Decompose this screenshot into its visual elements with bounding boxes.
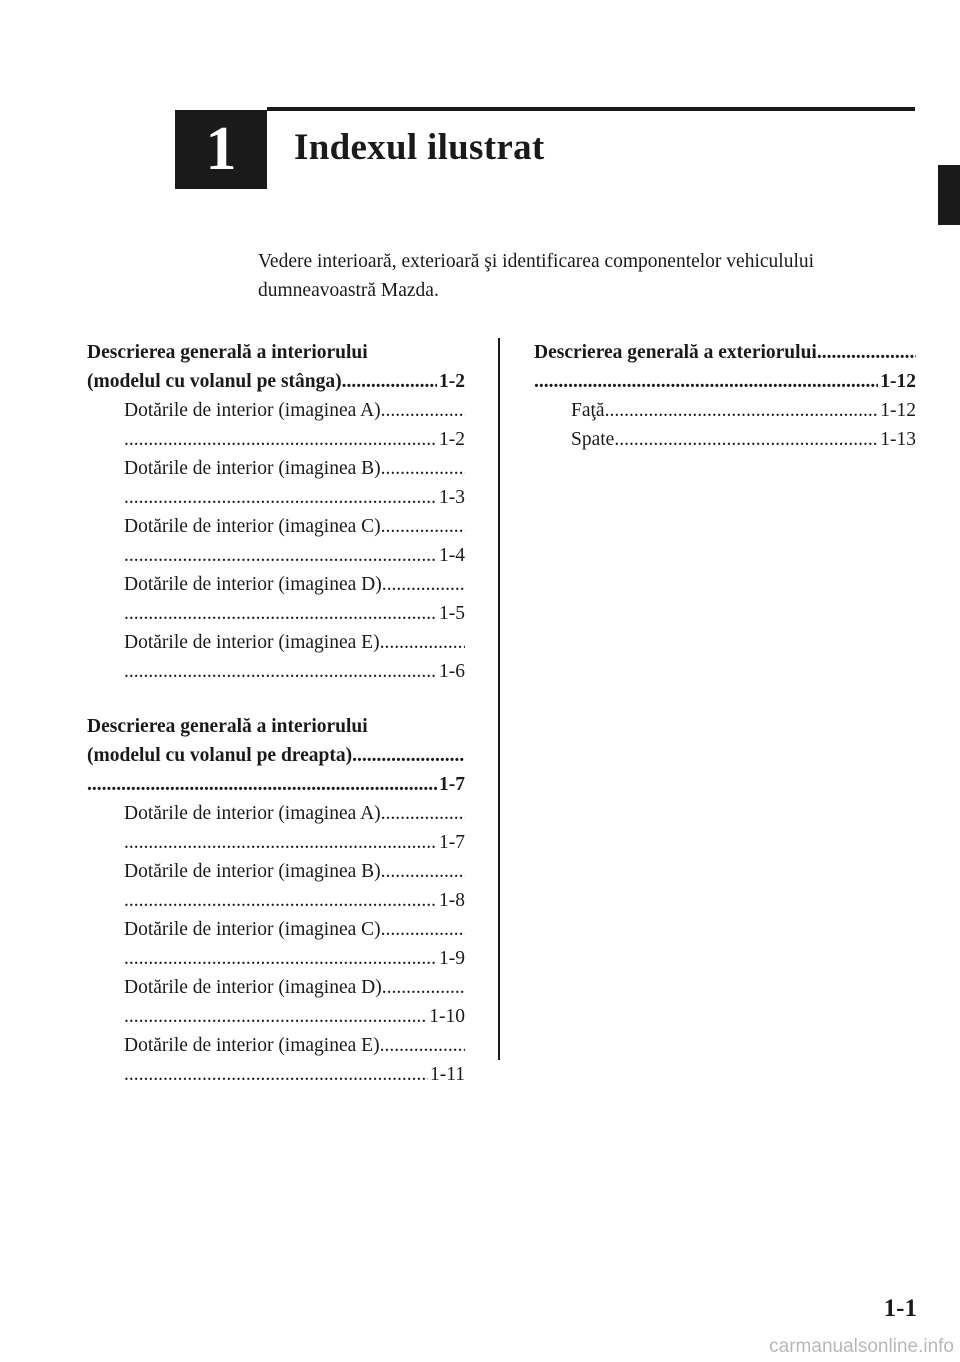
toc-item[interactable]: Dotările de interior (imaginea E) ..... — [87, 1031, 465, 1060]
toc-heading-exterior[interactable]: Descrierea generală a exteriorului ..... — [534, 338, 916, 367]
toc-item[interactable]: Dotările de interior (imaginea E) ..... — [87, 628, 465, 657]
toc-item-page[interactable]: ..... 1-10 — [87, 1002, 465, 1031]
toc-item-page[interactable]: ..... 1-6 — [87, 657, 465, 686]
section-gap — [87, 686, 465, 712]
toc-item[interactable]: Dotările de interior (imaginea B) ..... — [87, 454, 465, 483]
toc-item-page[interactable]: ..... 1-8 — [87, 886, 465, 915]
toc-item-page[interactable]: ..... 1-5 — [87, 599, 465, 628]
watermark: carmanualsonline.info — [769, 1336, 954, 1357]
toc-item[interactable]: Dotările de interior (imaginea A) ..... — [87, 396, 465, 425]
page-number: 1-1 — [883, 1295, 917, 1322]
toc-left-column — [87, 338, 465, 1089]
toc-item-page[interactable]: ..... 1-2 — [87, 425, 465, 454]
toc-item-page[interactable]: ..... 1-4 — [87, 541, 465, 570]
toc-item[interactable]: Dotările de interior (imaginea C) ..... — [87, 915, 465, 944]
toc-item-page[interactable]: ..... 1-3 — [87, 483, 465, 512]
toc-item-page[interactable]: ..... 1-11 — [87, 1060, 465, 1089]
toc-heading-rhd[interactable]: Descrierea generală a interiorului — [87, 716, 368, 737]
toc-item[interactable]: Dotările de interior (imaginea B) ..... — [87, 857, 465, 886]
chapter-number-box — [175, 110, 267, 189]
chapter-title: Indexul ilustrat — [294, 127, 545, 168]
toc-item[interactable]: Dotările de interior (imaginea A) ..... — [87, 799, 465, 828]
toc-item[interactable]: Dotările de interior (imaginea D) ..... — [87, 973, 465, 1002]
chapter-rule — [267, 107, 915, 111]
chapter-intro: Vedere interioară, exterioară şi identificarea componentelor vehiculului dumneavoastră Mazda. — [258, 251, 815, 301]
toc-heading-lhd[interactable]: Descrierea generală a interiorului — [87, 342, 368, 363]
toc-item-front[interactable]: Faţă ..... 1-12 — [534, 396, 916, 425]
column-divider — [498, 338, 500, 1060]
toc-item[interactable]: Dotările de interior (imaginea D) ..... — [87, 570, 465, 599]
chapter-number: 1 — [205, 115, 237, 183]
toc-item-page[interactable]: ..... 1-9 — [87, 944, 465, 973]
toc-heading-exterior-page[interactable]: ..... 1-12 — [534, 367, 916, 396]
toc-item-rear[interactable]: Spate ..... 1-13 — [534, 425, 916, 454]
chapter-side-tab — [938, 165, 960, 225]
toc-item-page[interactable]: ..... 1-7 — [87, 828, 465, 857]
toc-heading-lhd-cont[interactable]: (modelul cu volanul pe stânga) ..... 1-2 — [87, 367, 465, 396]
toc-heading-rhd-cont[interactable]: (modelul cu volanul pe dreapta) ..... — [87, 741, 465, 770]
toc-item[interactable]: Dotările de interior (imaginea C) ..... — [87, 512, 465, 541]
toc-right-column — [534, 338, 916, 454]
toc-heading-rhd-page[interactable]: ..... 1-7 — [87, 770, 465, 799]
